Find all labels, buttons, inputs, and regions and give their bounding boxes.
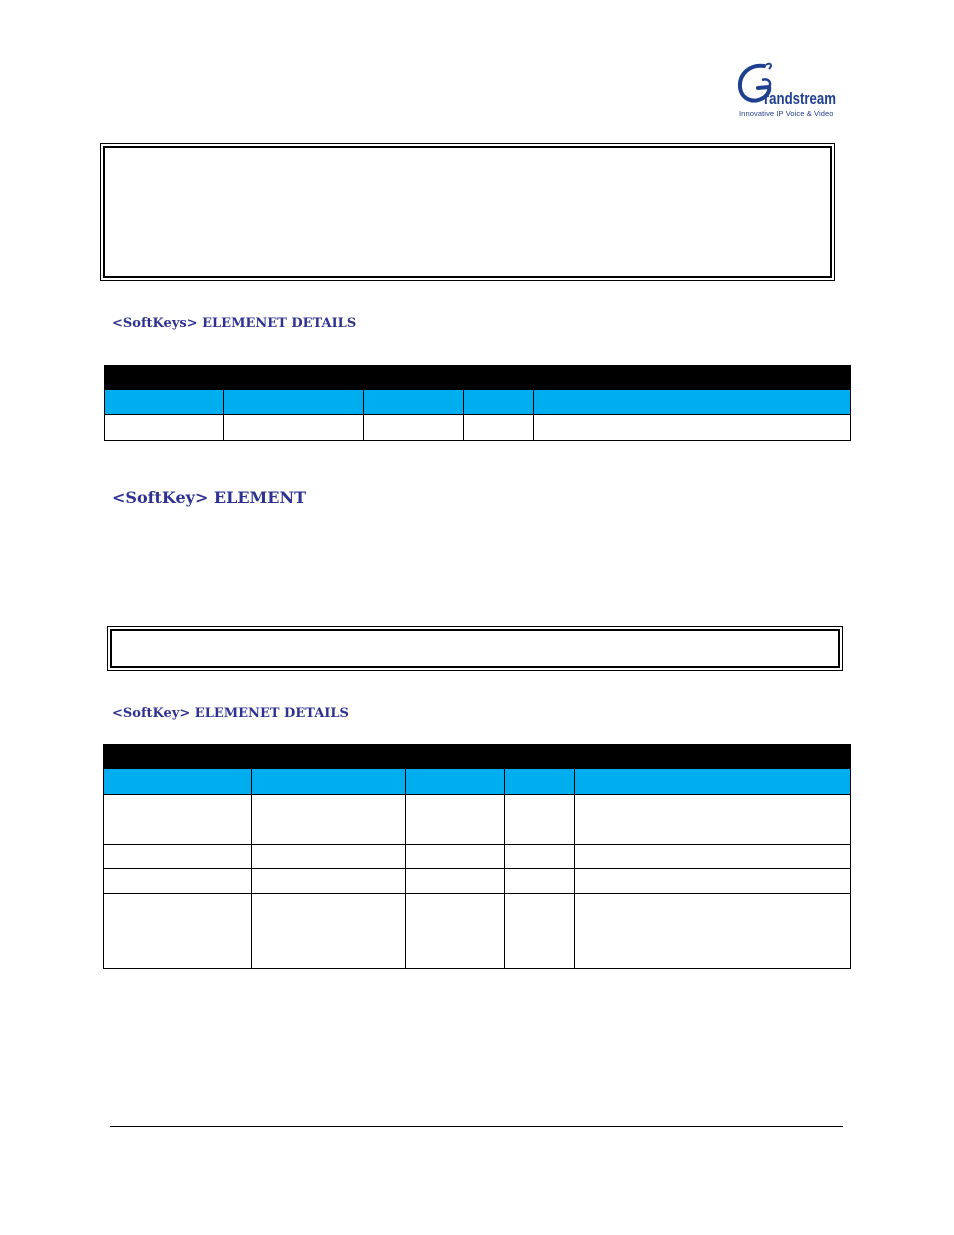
table-row <box>103 893 851 894</box>
table-title-bar <box>103 744 851 769</box>
table-header-row <box>103 769 851 794</box>
footer-divider <box>110 1126 843 1127</box>
softkey-details-heading: <SoftKey> ELEMENET DETAILS <box>112 706 349 721</box>
code-example-box <box>107 626 843 671</box>
table-row <box>104 414 851 441</box>
softkey-details-table <box>103 744 851 969</box>
table-row <box>103 868 851 869</box>
softkeys-details-table <box>104 365 851 441</box>
table-row <box>103 794 851 795</box>
softkey-element-heading: <SoftKey> ELEMENT <box>112 488 306 507</box>
svg-text:randstream: randstream <box>764 89 836 108</box>
logo-tagline: Innovative IP Voice & Video <box>739 109 834 118</box>
softkeys-details-heading: <SoftKeys> ELEMENET DETAILS <box>112 316 357 331</box>
table-title-bar <box>104 365 851 390</box>
table-row <box>103 844 851 845</box>
table-header-row <box>104 390 851 414</box>
code-example-box <box>100 143 835 281</box>
